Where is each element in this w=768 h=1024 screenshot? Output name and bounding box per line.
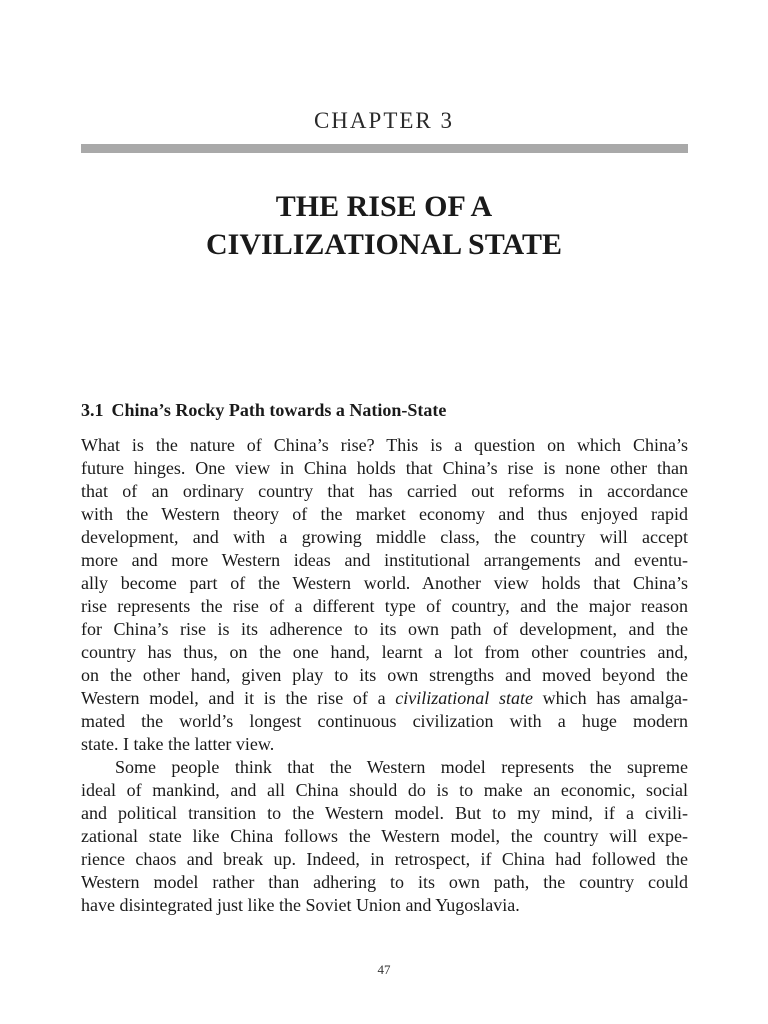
paragraph-text: which has amalga- bbox=[532, 688, 688, 708]
paragraph-line: development, and with a growing middle class, the country will accept bbox=[81, 527, 688, 547]
paragraph-line: have disintegrated just like the Soviet Union and Yugoslavia. bbox=[81, 895, 520, 915]
paragraph-line: What is the nature of China’s rise? This is a question on which China’s bbox=[81, 435, 688, 455]
paragraph-line: with the Western theory of the market economy and thus enjoyed rapid bbox=[81, 504, 688, 524]
paragraph-line: Some people think that the Western model represents the supreme bbox=[115, 757, 688, 777]
paragraph-line: future hinges. One view in China holds that China’s rise is none other than bbox=[81, 458, 688, 478]
paragraph-line: ally become part of the Western world. Another view holds that China’s bbox=[81, 573, 688, 593]
chapter-divider bbox=[81, 144, 688, 153]
body-text bbox=[81, 434, 688, 917]
paragraph-1 bbox=[81, 434, 688, 756]
paragraph-line: zational state like China follows the Western model, the country will expe- bbox=[81, 826, 688, 846]
paragraph-line: Western model rather than adhering to its own path, the country could bbox=[81, 872, 688, 892]
section-title: China’s Rocky Path towards a Nation-State bbox=[111, 400, 447, 420]
paragraph-line: rience chaos and break up. Indeed, in retrospect, if China had followed the bbox=[81, 849, 688, 869]
paragraph-line: mated the world’s longest continuous civilization with a huge modern bbox=[81, 711, 688, 731]
chapter-title bbox=[0, 188, 768, 264]
paragraph-line: for China’s rise is its adherence to its own path of development, and the bbox=[81, 619, 688, 639]
paragraph-line: rise represents the rise of a different type of country, and the major reason bbox=[81, 596, 688, 616]
paragraph-line: and political transition to the Western model. But to my mind, if a civili- bbox=[81, 803, 688, 823]
paragraph-line: that of an ordinary country that has carried out reforms in accordance bbox=[81, 481, 688, 501]
paragraph-text: Western model, and it is the rise of a bbox=[81, 688, 396, 708]
paragraph-2 bbox=[81, 756, 688, 917]
section-heading bbox=[81, 400, 446, 421]
chapter-label: CHAPTER 3 bbox=[313, 108, 455, 133]
paragraph-line bbox=[81, 687, 688, 710]
chapter-title-line-1: THE RISE OF A bbox=[275, 190, 493, 223]
page-number: 47 bbox=[377, 962, 391, 977]
paragraph-line: country has thus, on the one hand, learnt a lot from other countries and, bbox=[81, 642, 688, 662]
chapter-title-line-2: CIVILIZATIONAL STATE bbox=[206, 228, 562, 261]
section-number: 3.1 bbox=[81, 400, 104, 420]
paragraph-line: ideal of mankind, and all China should do is to make an economic, social bbox=[81, 780, 688, 800]
paragraph-line: state. I take the latter view. bbox=[81, 734, 275, 754]
emphasis-text: civilizational state bbox=[395, 688, 533, 708]
paragraph-line: more and more Western ideas and institutional arrangements and eventu- bbox=[81, 550, 688, 570]
paragraph-line: on the other hand, given play to its own strengths and moved beyond the bbox=[81, 665, 688, 685]
